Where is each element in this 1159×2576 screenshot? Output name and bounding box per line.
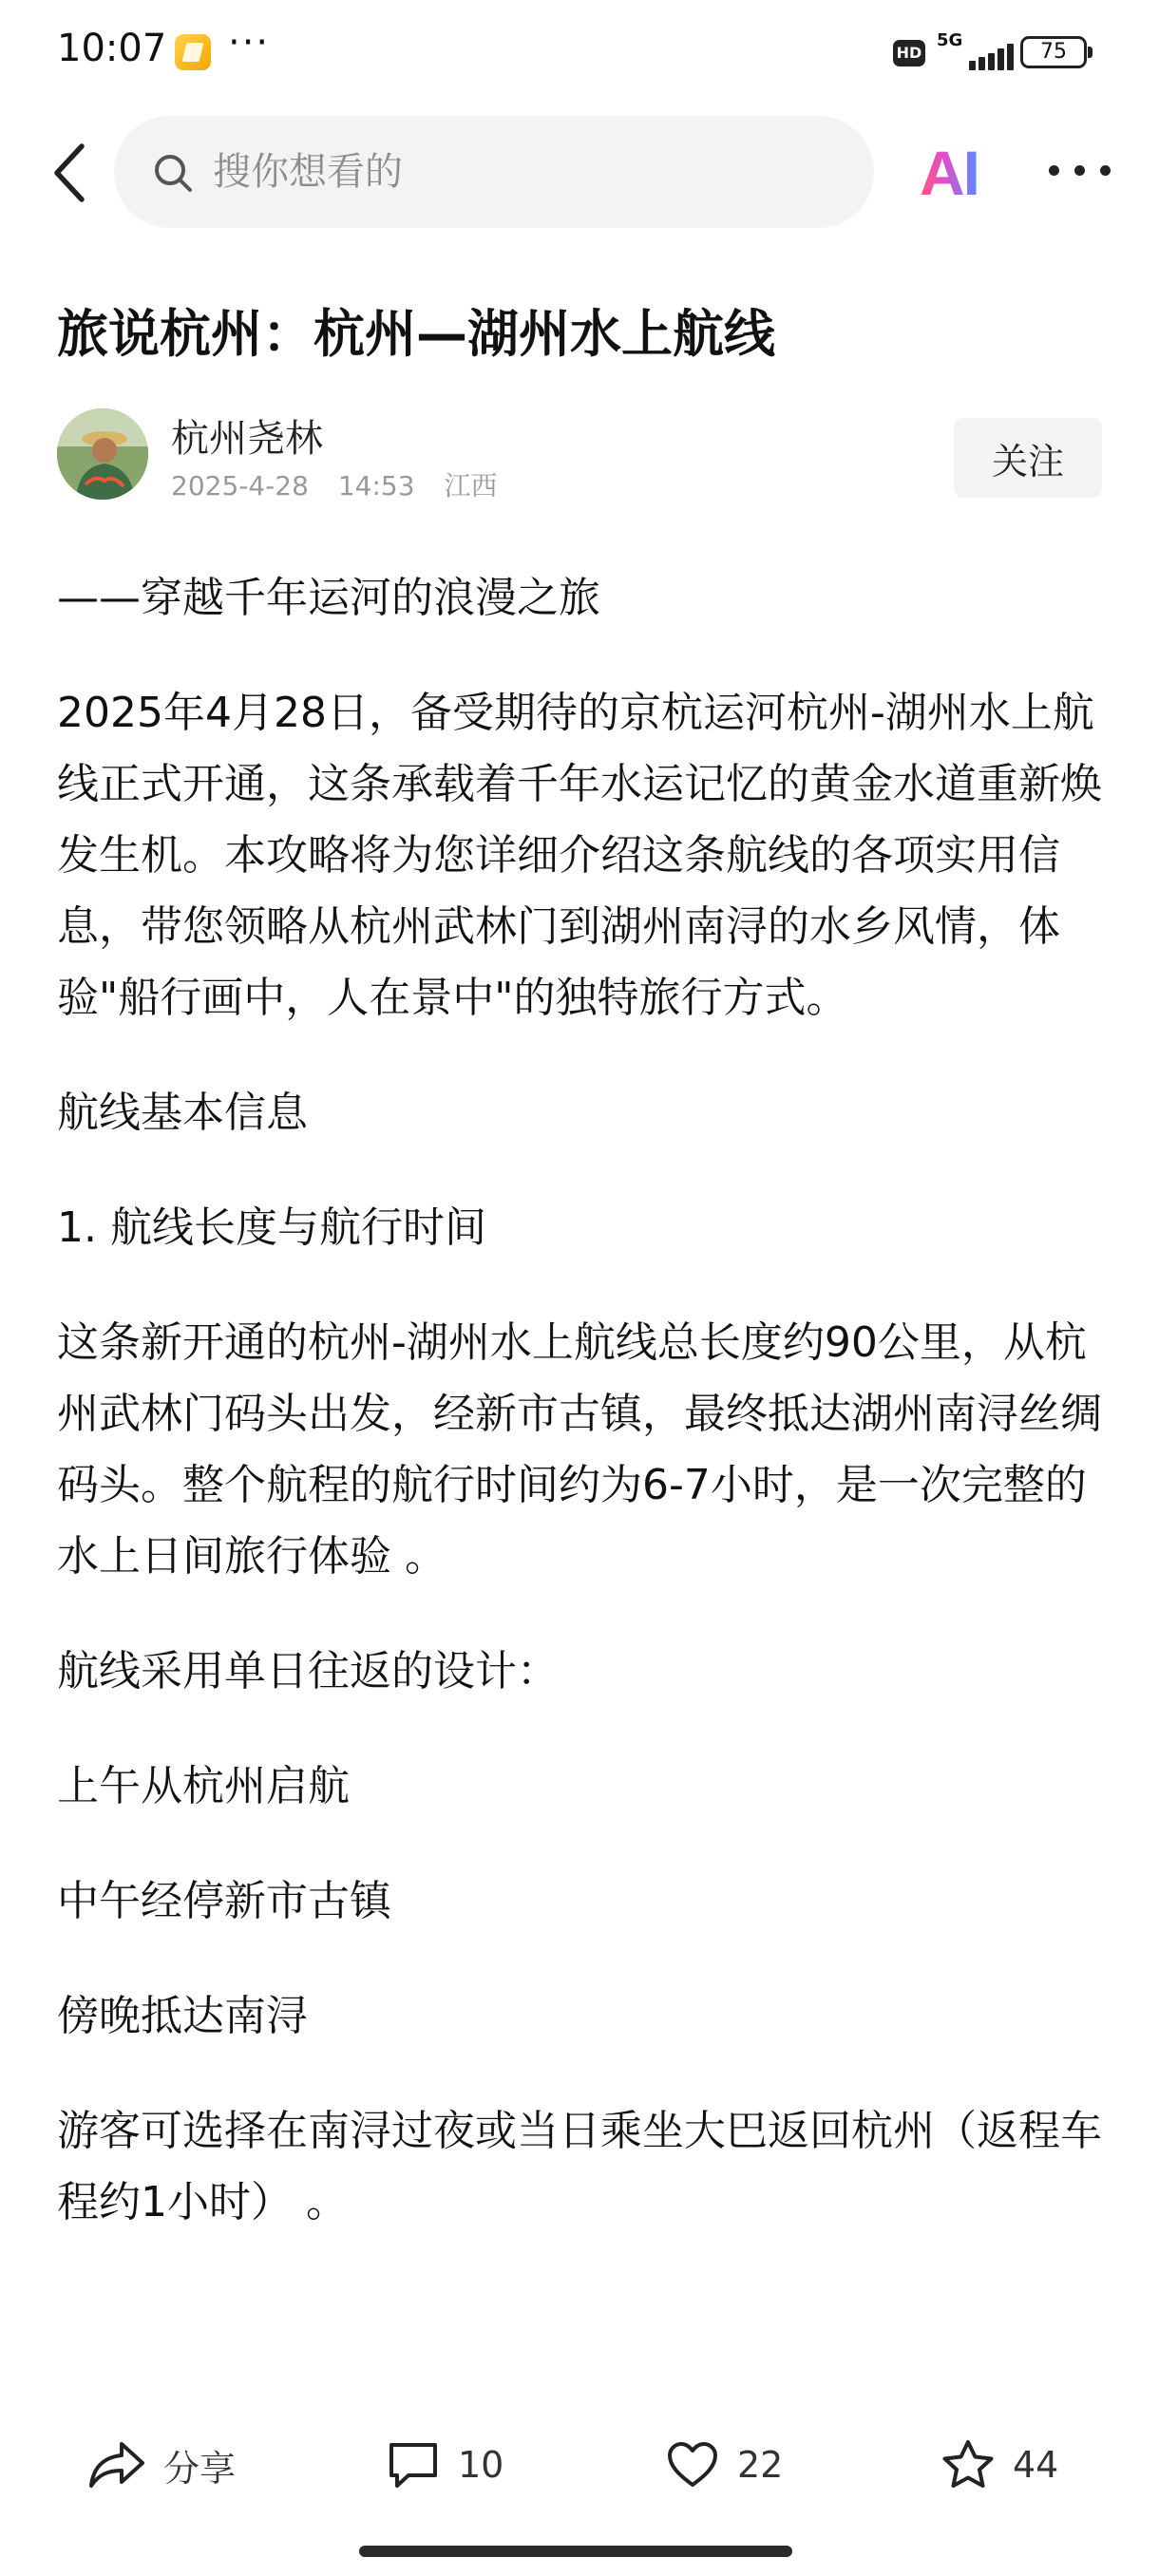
itinerary-item: 傍晚抵达南浔 — [57, 1992, 308, 2040]
comment-button[interactable] — [386, 2413, 504, 2517]
comment-icon — [386, 2439, 441, 2491]
paragraph-subtitle: ——穿越千年运河的浪漫之旅 — [57, 574, 600, 622]
like-button[interactable] — [665, 2413, 783, 2517]
subsection-heading: 1. 航线长度与航行时间 — [57, 1203, 486, 1252]
back-arrow-icon — [44, 135, 101, 211]
post-date: 2025-4-28 — [171, 470, 309, 502]
home-indicator[interactable] — [359, 2546, 792, 2557]
paragraph-design: 航线采用单日往返的设计： — [57, 1647, 559, 1695]
app-notification-icon — [175, 34, 211, 70]
search-input[interactable] — [211, 142, 842, 201]
itinerary-item: 上午从杭州启航 — [57, 1762, 350, 1810]
search-bar[interactable] — [114, 116, 874, 228]
follow-button[interactable]: 关注 — [954, 418, 1102, 498]
action-bar — [0, 2413, 1159, 2517]
author-name[interactable]: 杭州尧林 — [171, 417, 323, 461]
like-count: 22 — [737, 2444, 784, 2486]
network-type-label: 5G — [937, 30, 963, 50]
favorite-icon — [940, 2438, 996, 2491]
share-button[interactable] — [87, 2413, 236, 2517]
article-body — [57, 562, 1112, 2339]
avatar[interactable] — [57, 408, 148, 500]
favorite-button[interactable] — [940, 2413, 1058, 2517]
paragraph-intro: 2025年4月28日，备受期待的京杭运河杭州-湖州水上航线正式开通，这条承载着千年水运记忆的黄金水道重新焕发生机。本攻略将为您详细介绍这条航线的各项实用信息，带您领略从杭州武林门到湖州南浔的水乡风情，体验"船行画中，人在景中"的独特旅行方式。 — [57, 689, 1102, 1022]
post-location: 江西 — [444, 470, 498, 502]
paragraph-route: 这条新开通的杭州-湖州水上航线总长度约90公里，从杭州武林门码头出发，经新市古镇，最终抵达湖州南浔丝绸码头。整个航程的航行时间约为6-7小时，是一次完整的水上日间旅行体验 。 — [57, 1318, 1102, 1581]
status-more-indicator: ··· — [228, 21, 271, 65]
more-icon[interactable] — [1049, 160, 1112, 182]
like-icon — [665, 2439, 720, 2491]
status-time: 10:07 — [57, 27, 167, 70]
ai-assistant-button[interactable]: AI — [920, 138, 978, 208]
favorite-count: 44 — [1013, 2444, 1059, 2486]
section-heading: 航线基本信息 — [57, 1089, 308, 1137]
back-button[interactable] — [44, 135, 101, 211]
share-icon — [87, 2438, 146, 2491]
share-label: 分享 — [163, 2447, 237, 2490]
post-meta — [171, 465, 518, 503]
status-bar — [0, 0, 1159, 104]
hd-voice-icon: HD — [893, 40, 925, 66]
comment-count: 10 — [458, 2444, 504, 2486]
post-time: 14:53 — [337, 470, 415, 502]
itinerary-item: 中午经停新市古镇 — [57, 1877, 391, 1925]
paragraph-return: 游客可选择在南浔过夜或当日乘坐大巴返回杭州（返程车程约1小时） 。 — [57, 2107, 1102, 2226]
battery-icon: 75 — [1020, 36, 1087, 68]
search-icon — [152, 152, 194, 194]
article-title: 旅说杭州：杭州—湖州水上航线 — [57, 304, 775, 364]
signal-icon — [937, 30, 1009, 72]
